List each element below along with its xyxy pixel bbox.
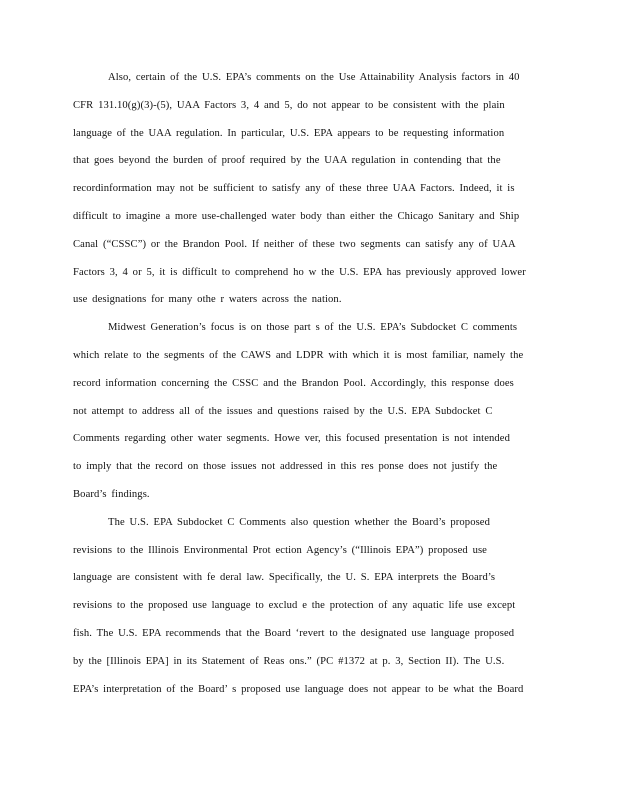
text-line: by the [Illinois EPA] in its Statement of Reas ons.” (PC #1372 at p. 3, Section II). The U.S.	[73, 655, 505, 667]
text-line: Board’s findings.	[73, 488, 150, 500]
text-line: The U.S. EPA Subdocket C Comments also question whether the Board’s proposed	[108, 516, 491, 528]
text-line: Also, certain of the U.S. EPA’s comments on the Use Attainability Analysis factors in 40	[108, 72, 520, 83]
text-line: to imply that the record on those issues not addressed in this res ponse does not justify the	[73, 461, 498, 473]
text-line: fish. The U.S. EPA recommends that the Board ‘revert to the designated use language proposed	[73, 627, 515, 639]
text-line: CFR 131.10(g)(3)-(5), UAA Factors 3, 4 and 5, do not appear to be consistent with the plain	[73, 99, 505, 111]
text-line: Midwest Generation’s focus is on those part s of the U.S. EPA’s Subdocket C comments	[108, 322, 518, 334]
text-line: Canal (“CSSC”) or the Brandon Pool. If neither of these two segments can satisfy any of UAA	[73, 238, 516, 250]
document-page	[73, 64, 543, 703]
text-line: Comments regarding other water segments. Howe ver, this focused presentation is not intended	[73, 433, 511, 445]
text-line: EPA’s interpretation of the Board’ s proposed use language does not appear to be what the Board	[73, 683, 524, 695]
text-line: that goes beyond the burden of proof required by the UAA regulation in contending that the	[73, 155, 501, 167]
text-line: language of the UAA regulation. In particular, U.S. EPA appears to be requesting information	[73, 127, 505, 139]
text-line: difficult to imagine a more use-challenged water body than either the Chicago Sanitary and Ship	[73, 210, 520, 222]
text-line: recordinformation may not be sufficient to satisfy any of these three UAA Factors. Indeed, it is	[73, 183, 515, 195]
text-line: which relate to the segments of the CAWS and LDPR with which it is most familiar, namely the	[73, 349, 524, 361]
text-line: not attempt to address all of the issues and questions raised by the U.S. EPA Subdocket C	[73, 405, 493, 417]
text-line: revisions to the proposed use language to exclud e the protection of any aquatic life use except	[73, 600, 516, 612]
text-line: revisions to the Illinois Environmental Prot ection Agency’s (“Illinois EPA”) proposed use	[73, 544, 487, 556]
text-line: Factors 3, 4 or 5, it is difficult to comprehend ho w the U.S. EPA has previously approved lower	[73, 266, 526, 278]
text-line: language are consistent with fe deral law. Specifically, the U. S. EPA interprets the Board’s	[73, 572, 496, 584]
text-line: record information concerning the CSSC and the Brandon Pool. Accordingly, this response does	[73, 377, 514, 389]
text-line: use designations for many othe r waters across the nation.	[73, 294, 342, 306]
